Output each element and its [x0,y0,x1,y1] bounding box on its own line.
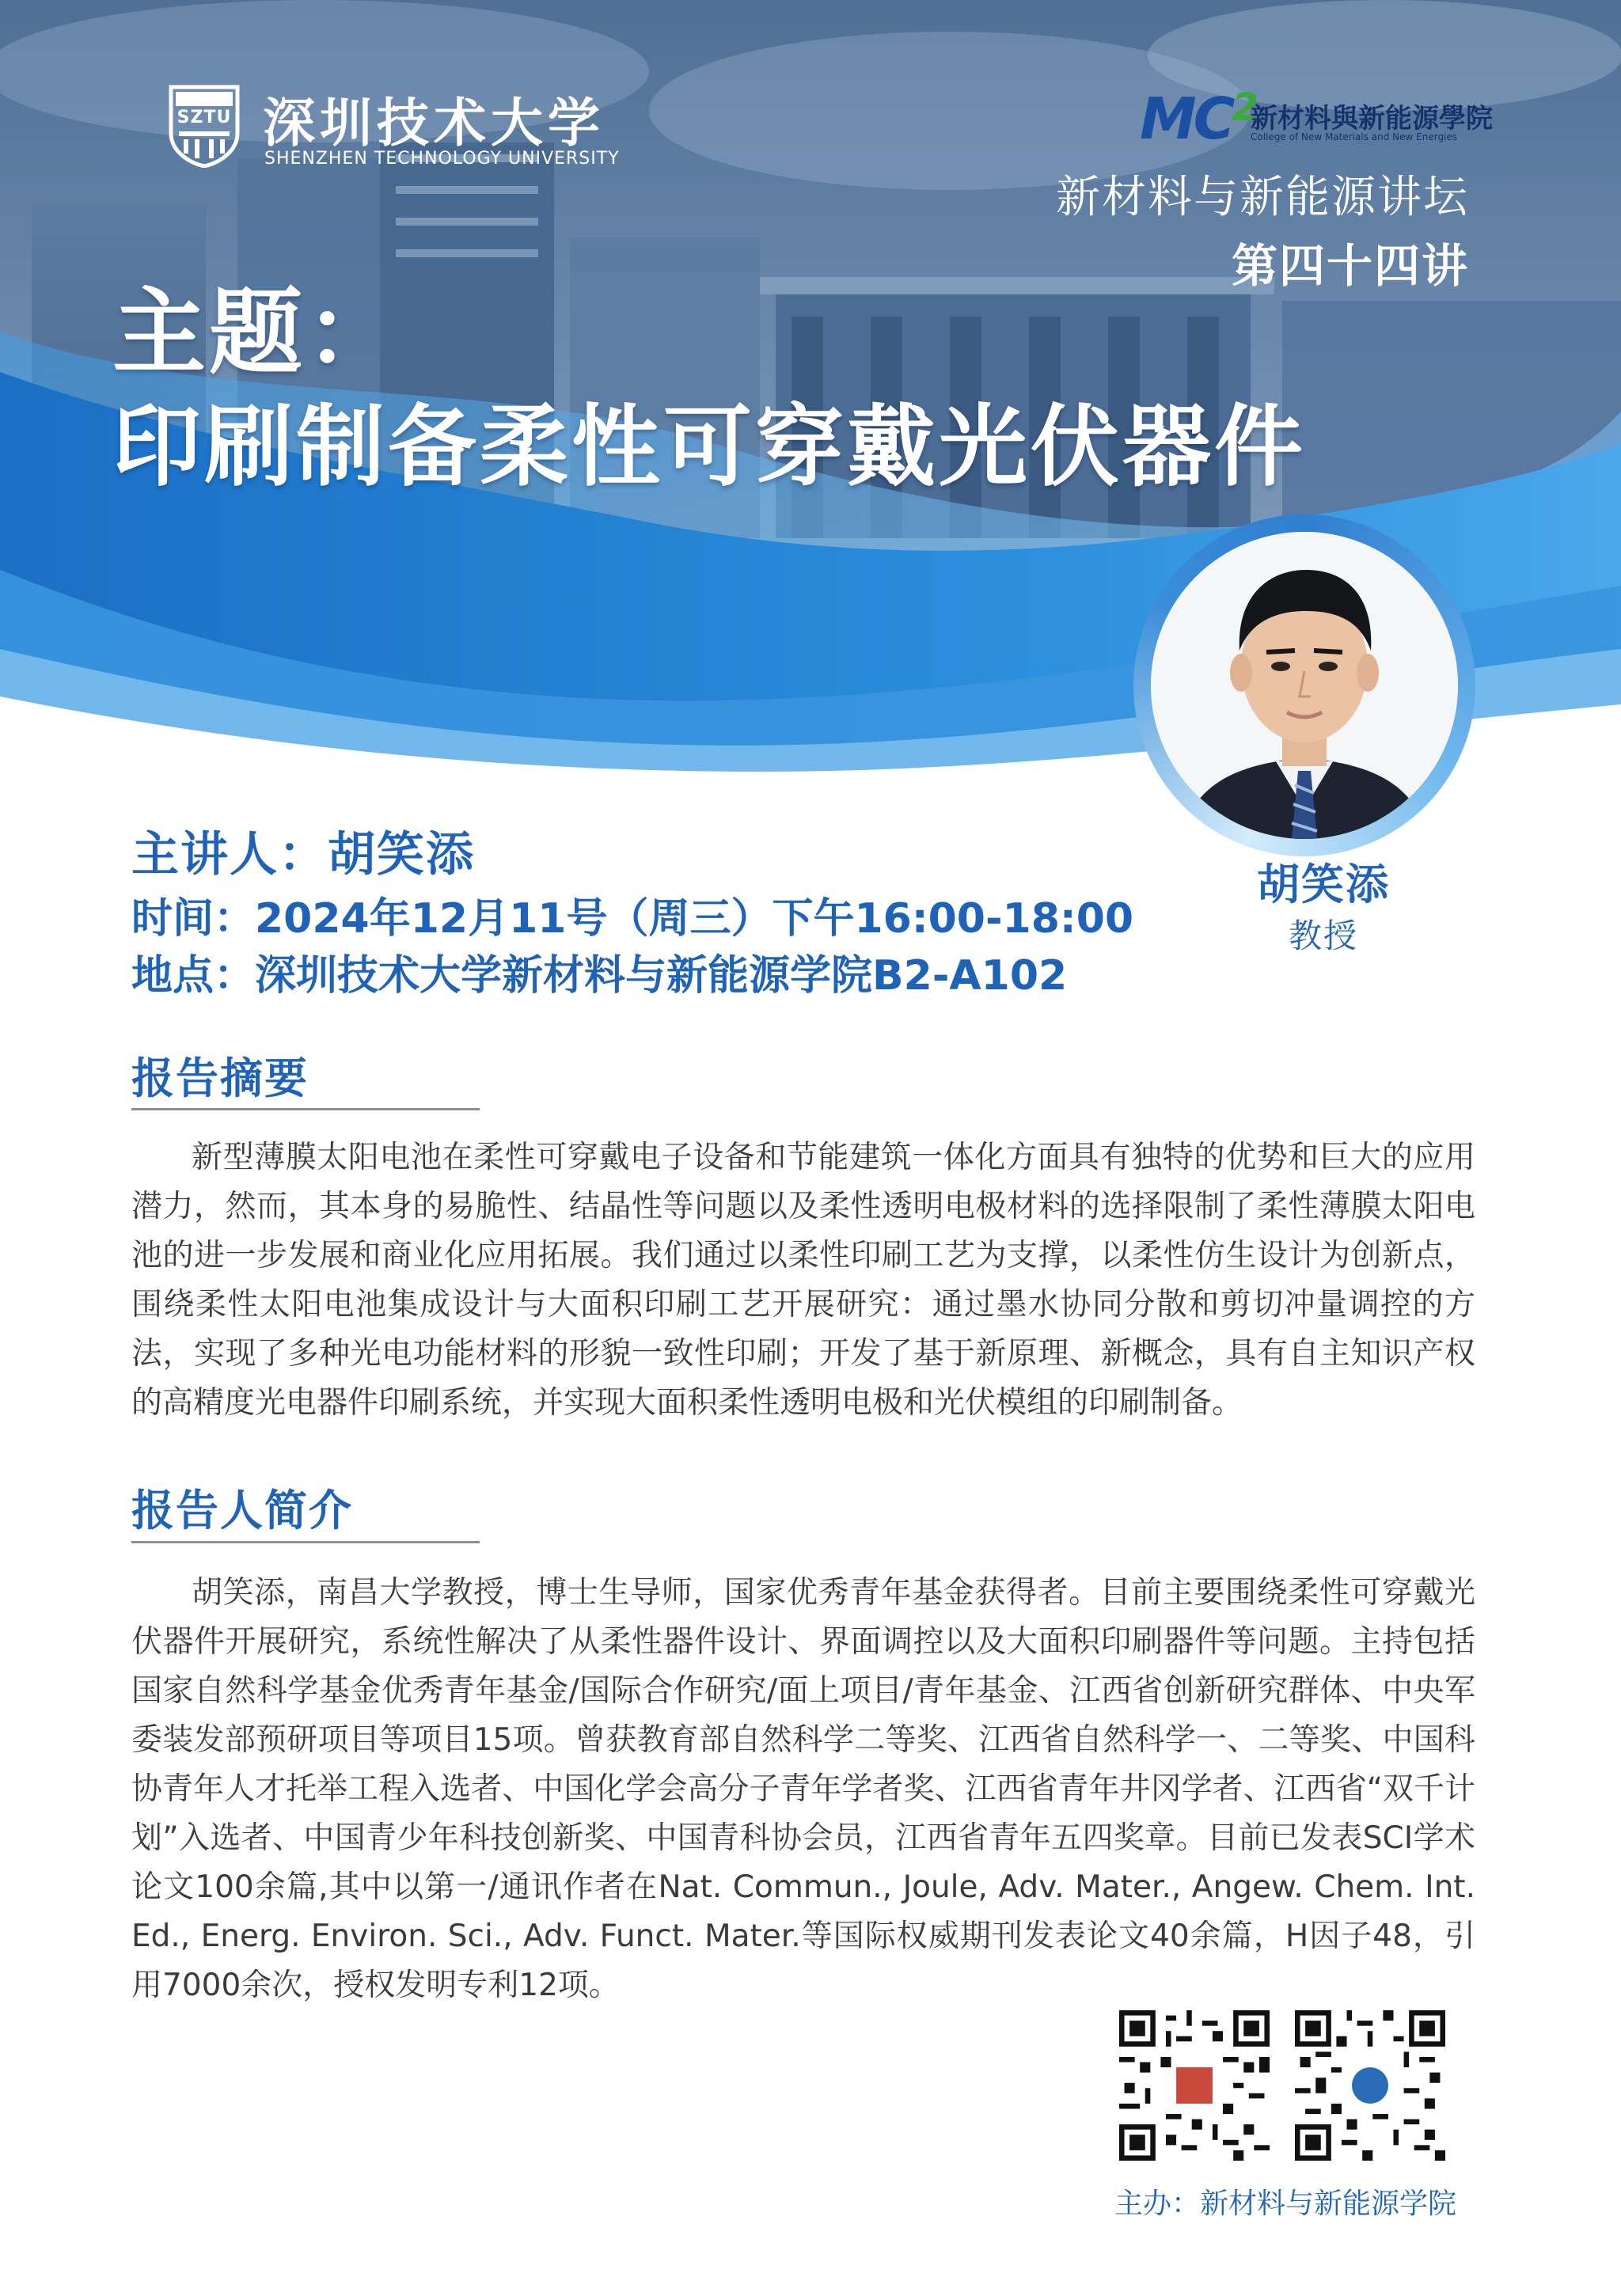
speaker-portrait-ring [1133,514,1475,856]
college-mark-letters: MC [1140,85,1232,152]
college-mark [1140,85,1255,152]
university-name-en: SHENZHEN TECHNOLOGY UNIVERSITY [264,149,620,169]
qr-code-sztu[interactable] [1119,2010,1270,2161]
qr-code-college[interactable] [1295,2010,1445,2161]
abstract-divider [131,1108,480,1110]
college-mark-sup: 2 [1232,85,1255,130]
college-logo [1140,85,1493,152]
topic-label: 主题： [112,278,403,387]
forum-number: 第四十四讲 [1231,239,1469,293]
forum-name: 新材料与新能源讲坛 [1056,172,1469,223]
college-name-cn: 新材料與新能源學院 [1251,103,1493,135]
event-time: 时间：2024年12月11号（周三）下午16:00-18:00 [131,895,1134,943]
university-badge: SZTU [177,108,232,127]
university-logo [168,79,627,174]
topic-title: 印刷制备柔性可穿戴光伏器件 [112,396,1306,499]
abstract-body: 新型薄膜太阳电池在柔性可穿戴电子设备和节能建筑一体化方面具有独特的优势和巨大的应用潜力，然而，其本身的易脆性、结晶性等问题以及柔性透明电极材料的选择限制了柔性薄膜太阳电池的进一步发展和商业化应用拓展。我们通过以柔性印刷工艺为支撑，以柔性仿生设计为创新点，围绕柔性太阳电池集成设计与大面积印刷工艺开展研究：通过墨水协同分散和剪切冲量调控的方法，实现了多种光电功能材料的形貌一致性印刷；开发了基于新原理、新概念，具有自主知识产权的高精度光电器件印刷系统，并实现大面积柔性透明电极和光伏模组的印刷制备。 [131,1140,1475,1421]
speaker-card-title: 教授 [1288,917,1358,955]
bio-heading: 报告人简介 [131,1486,353,1535]
speaker-card-name: 胡笑添 [1257,860,1390,909]
forum-block [1056,162,1469,295]
bio-body: 胡笑添，南昌大学教授，博士生导师，国家优秀青年基金获得者。目前主要围绕柔性可穿戴光伏器件开展研究，系统性解决了从柔性器件设计、界面调控以及大面积印刷器件等问题。主持包括国家自然科学基金优秀青年基金/国际合作研究/面上项目/青年基金、江西省创新研究群体、中央军委装发部预研项目等项目15项。曾获教育部自然科学二等奖、江西省自然科学一、二等奖、中国科协青年人才托举工程入选者、中国化学会高分子青年学者奖、江西省青年井冈学者、江西省“双千计划”入选者、中国青少年科技创新奖、中国青科协会员，江西省青年五四奖章。目前已发表SCI学术论文100余篇,其中以第一/通讯作者在Nat. Commun., Joule, Adv. Mater., Angew. Chem. Int. Ed., Energ. Environ. Sci., Adv. Funct. Mater.等国际权威期刊发表论文40余篇，H因子48，引用7000余次，授权发明专利12项。 [131,1575,1475,2003]
university-name-cn: 深圳技术大学 [263,93,605,154]
abstract-heading: 报告摘要 [131,1053,309,1103]
organizer-text: 主办：新材料与新能源学院 [1114,2188,1457,2220]
topic-block [112,277,1306,507]
speaker-portrait [1151,532,1458,839]
bio-divider [131,1541,480,1543]
event-speaker: 主讲人：胡笑添 [131,827,475,882]
college-name-en: College of New Materials and New Energies [1251,131,1458,142]
event-place: 地点：深圳技术大学新材料与新能源学院B2-A102 [131,952,1068,1000]
speaker-photo-illustration [1151,532,1458,839]
